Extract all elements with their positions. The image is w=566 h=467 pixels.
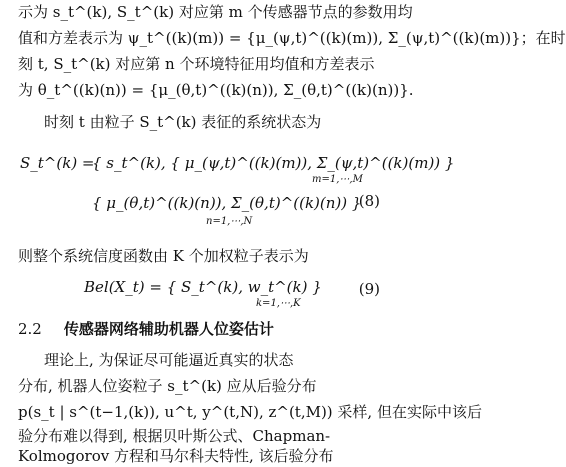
para1-line4: 为 θ_t^((k)(n)) = {μ_(θ,t)^((k)(n)), Σ_(θ,t)^((k)(n))}. (18, 81, 414, 99)
para4-line4: 验分布难以得到, 根据贝叶斯公式、Chapman- (18, 427, 331, 445)
eq8-row1: { s_t^(k), { μ_(ψ,t)^((k)(m)), Σ_(ψ,t)^((k)(m)) } (92, 154, 455, 172)
eq9-subscript: k=1,⋯,K (256, 298, 301, 309)
para2-line1: 时刻 t 由粒子 S_t^(k) 表征的系统状态为 (44, 113, 322, 131)
para4-line3: p(s_t | s^(t−1,(k)), u^t, y^(t,N), z^(t,M)) 采样, 但在实际中该后 (18, 403, 482, 421)
eq8-row2: { μ_(θ,t)^((k)(n)), Σ_(θ,t)^((k)(n)) } (92, 194, 362, 212)
para1-line2: 值和方差表示为 ψ_t^((k)(m)) = {μ_(ψ,t)^((k)(m)), Σ_(ψ,t)^((k)(m))}；在时 (18, 29, 566, 47)
para4-line1: 理论上, 为保证尽可能逼近真实的状态 (44, 351, 294, 369)
eq8-row2-subscript: n=1,⋯,N (206, 216, 253, 227)
section-number: 2.2 (18, 320, 42, 338)
eq8-number: (8) (358, 192, 380, 210)
para3-line1: 则整个系统信度函数由 K 个加权粒子表示为 (18, 247, 309, 265)
eq8-lhs: S_t^(k) = (20, 154, 95, 172)
equation-8 (0, 140, 455, 230)
section-heading (18, 318, 274, 339)
equation-9 (0, 272, 402, 312)
para4-line2: 分布, 机器人位姿粒子 s_t^(k) 应从后验分布 (18, 377, 317, 395)
eq9-number: (9) (358, 280, 380, 298)
section-title: 传感器网络辅助机器人位姿估计 (63, 320, 274, 338)
para1-line3: 刻 t, S_t^(k) 对应第 n 个环境特征用均值和方差表示 (18, 55, 375, 73)
eq9-body: Bel(X_t) = { S_t^(k), w_t^(k) } (84, 278, 322, 296)
para1-line1: 示为 s_t^(k), S_t^(k) 对应第 m 个传感器节点的参数用均 (18, 3, 413, 21)
eq8-row1-subscript: m=1,⋯,M (312, 174, 363, 185)
para4-line5: Kolmogorov 方程和马尔科夫特性, 该后验分布 (18, 447, 334, 465)
